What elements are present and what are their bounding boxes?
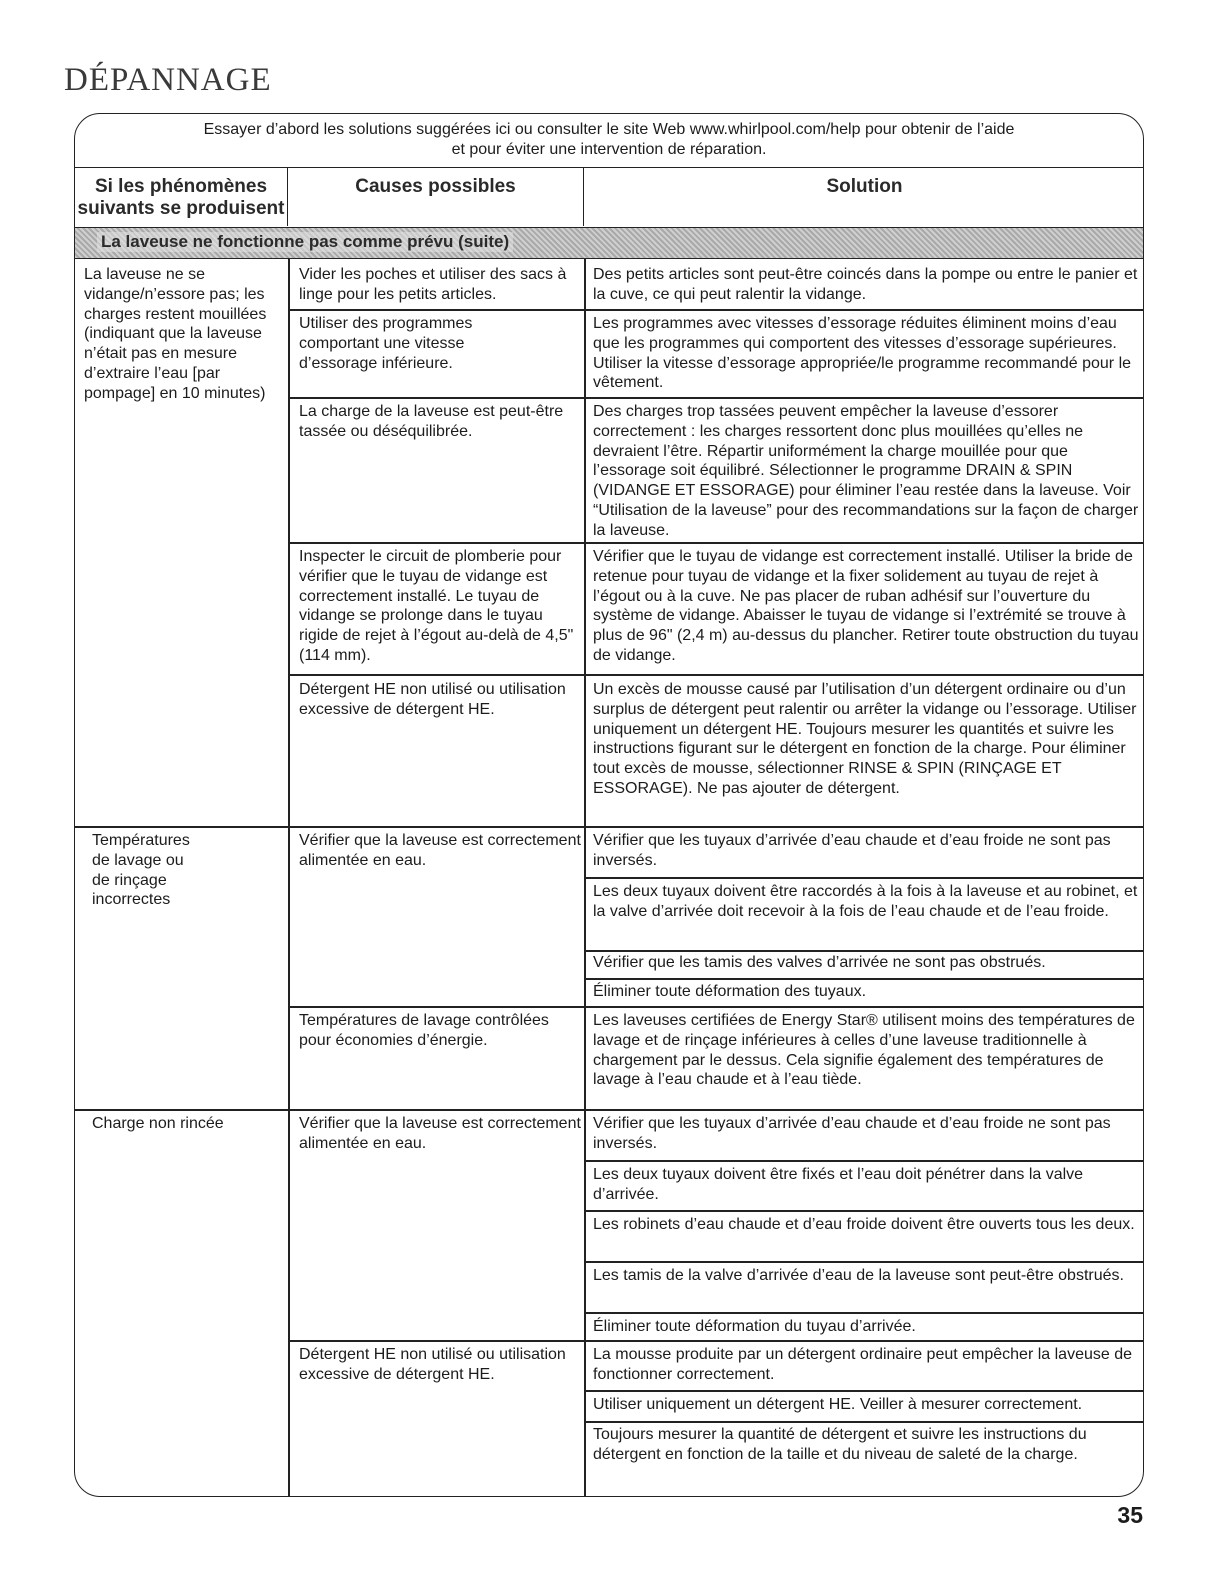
row-divider (584, 1261, 1144, 1263)
row-divider (288, 1006, 1144, 1008)
cause-cell: Vérifier que la laveuse est correctement alimentée en eau. (299, 832, 581, 869)
problem-cell: Charge non rincée (92, 1115, 224, 1132)
cause-cell: Températures de lavage contrôlées pour économies d’énergie. (299, 1012, 549, 1049)
solution-cell: Les laveuses certifiées de Energy Star® utilisent moins des températures de lavage et de rinçage inférieures à celles d’une laveuse traditionnelle à chargement par le dessus. Cela signifie également des températures de lavage à l’eau chaude et à l’eau tiède. (593, 1012, 1135, 1089)
column-header-causes: Causes possibles (288, 168, 584, 226)
solution-cell: Vérifier que les tuyaux d’arrivée d’eau chaude et d’eau froide ne sont pas inversés. (593, 832, 1111, 869)
row-divider (584, 1210, 1144, 1212)
row-divider (75, 826, 1144, 828)
cause-cell: Vider les poches et utiliser des sacs à linge pour les petits articles. (299, 266, 567, 303)
column-header-solution: Solution (826, 176, 903, 197)
page-title: DÉPANNAGE (64, 62, 272, 98)
problem-cell: Températures de lavage ou de rinçage incorrectes (92, 832, 190, 909)
solution-cell: Un excès de mousse causé par l’utilisation d’un détergent ordinaire ou d’un surplus de détergent peut ralentir ou arrêter la vidange ou l’essorage. Utiliser uniquement un détergent HE. Toujours mesurer les quantités et suivre les instructions figurant sur le détergent en fonction de la charge. Pour éliminer tout excès de mousse, sélectionner RINSE & SPIN (RINÇAGE ET ESSORAGE). Ne pas ajouter de détergent. (593, 681, 1137, 797)
solution-cell: Vérifier que le tuyau de vidange est correctement installé. Utiliser la bride de retenue pour tuyau de vidange et la fixer solidement au tuyau de rejet à l’égout ou à la cuve. Ne pas placer de ruban adhésif sur l’ouverture du système de vidange. Abaisser le tuyau de vidange si l’extrémité se trouve à plus de 96" (2,4 m) au-dessus du plancher. Retirer toute obstruction du tuyau de vidange. (593, 548, 1139, 664)
section-header (75, 227, 1143, 259)
row-divider (584, 1160, 1144, 1162)
solution-cell: Les tamis de la valve d’arrivée d’eau de la laveuse sont peut-être obstrués. (593, 1267, 1124, 1284)
row-divider (288, 397, 1144, 399)
cause-cell: Inspecter le circuit de plomberie pour vérifier que le tuyau de vidange est correctement installé. Le tuyau de vidange se prolonge dans le tuyau rigide de rejet à l’égout au-delà de 4,5" (114 mm). (299, 548, 574, 664)
solution-cell: Des charges trop tassées peuvent empêcher la laveuse d’essorer correctement : les charges ressortent donc plus mouillées qu’elles ne devraient l’être. Répartir uniformément la charge mouillée pour que l’essorage soit équilibré. Sélectionner le programme DRAIN & SPIN (VIDANGE ET ESSORAGE) pour éliminer l’eau restée dans la laveuse. Voir “Utilisation de la laveuse” pour des recommandations sur la façon de charger la laveuse. (593, 403, 1139, 539)
row-divider (288, 542, 1144, 544)
page-number: 35 (1117, 1502, 1143, 1528)
cause-cell: Utiliser des programmes comportant une vitesse d’essorage inférieure. (299, 315, 473, 372)
solution-cell: La mousse produite par un détergent ordinaire peut empêcher la laveuse de fonctionner correctement. (593, 1346, 1133, 1383)
solution-cell: Éliminer toute déformation du tuyau d’arrivée. (593, 1318, 916, 1335)
intro-line-2: et pour éviter une intervention de réparation. (451, 141, 767, 158)
problem-cell: La laveuse ne se vidange/n’essore pas; les charges restent mouillées (indiquant que la laveuse n’était pas en mesure d’extraire l’eau [par pompage] en 10 minutes) (84, 266, 267, 402)
intro-text (75, 114, 1143, 168)
row-divider (584, 950, 1144, 952)
row-divider (288, 309, 1144, 311)
section-title: La laveuse ne fonctionne pas comme prévu (suite) (97, 232, 513, 252)
cause-cell: Vérifier que la laveuse est correctement alimentée en eau. (299, 1115, 581, 1152)
solution-cell: Toujours mesurer la quantité de détergent et suivre les instructions du détergent en fonction de la taille et du niveau de saleté de la charge. (593, 1426, 1087, 1463)
solution-cell: Les deux tuyaux doivent être raccordés à la fois à la laveuse et au robinet, et la valve d’arrivée doit recevoir à la fois de l’eau chaude et de l’eau froide. (593, 883, 1138, 920)
column-header-problems-line2: suivants se produisent (77, 198, 285, 219)
column-header-problems-line1: Si les phénomènes (94, 176, 268, 197)
row-divider (584, 1421, 1144, 1423)
column-divider (288, 259, 290, 1496)
row-divider (584, 1390, 1144, 1392)
solution-cell: Vérifier que les tuyaux d’arrivée d’eau chaude et d’eau froide ne sont pas inversés. (593, 1115, 1111, 1152)
row-divider (584, 1312, 1144, 1314)
row-divider (288, 674, 1144, 676)
troubleshooting-table (74, 113, 1144, 1497)
solution-cell: Des petits articles sont peut-être coincés dans la pompe ou entre le panier et la cuve, ce qui peut ralentir la vidange. (593, 266, 1138, 303)
solution-cell: Utiliser uniquement un détergent HE. Veiller à mesurer correctement. (593, 1396, 1083, 1413)
solution-cell: Les deux tuyaux doivent être fixés et l’eau doit pénétrer dans la valve d’arrivée. (593, 1166, 1084, 1203)
solution-cell: Les programmes avec vitesses d’essorage réduites éliminent moins d’eau que les programmes qui comportent des vitesses d’essorage supérieures. Utiliser la vitesse d’essorage appropriée/le programme recommandé pour le vêtement. (593, 315, 1132, 392)
cause-cell: La charge de la laveuse est peut-être tassée ou déséquilibrée. (299, 403, 564, 440)
cause-cell: Détergent HE non utilisé ou utilisation excessive de détergent HE. (299, 681, 566, 718)
intro-line-1: Essayer d’abord les solutions suggérées ici ou consulter le site Web www.whirlpool.com/help pour obtenir de l’aide (203, 121, 1015, 138)
row-divider (75, 1109, 1144, 1111)
solution-cell: Vérifier que les tamis des valves d’arrivée ne sont pas obstrués. (593, 954, 1046, 971)
row-divider (288, 1340, 1144, 1342)
row-divider (584, 877, 1144, 879)
column-header-problems (75, 168, 288, 226)
solution-cell: Éliminer toute déformation des tuyaux. (593, 983, 867, 1000)
solution-cell: Les robinets d’eau chaude et d’eau froide doivent être ouverts tous les deux. (593, 1216, 1135, 1233)
row-divider (584, 978, 1144, 980)
cause-cell: Détergent HE non utilisé ou utilisation excessive de détergent HE. (299, 1346, 566, 1383)
